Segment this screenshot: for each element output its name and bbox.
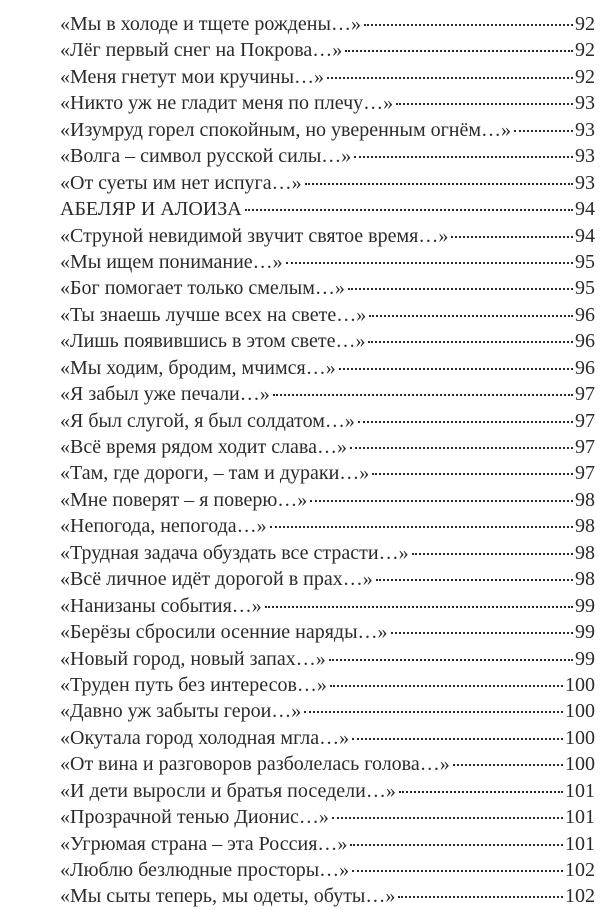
toc-entry-page: 92 xyxy=(575,65,595,88)
toc-entry-page: 93 xyxy=(575,145,595,168)
toc-entry-title: «Бог помогает только смелым…» xyxy=(60,277,345,300)
toc-entry-title: «Новый город, новый запах…» xyxy=(60,647,326,670)
toc-entry-page: 101 xyxy=(565,832,595,855)
toc-entry-page: 95 xyxy=(575,277,595,300)
dot-leader xyxy=(330,685,563,687)
toc-entry xyxy=(60,302,595,328)
toc-entry-title: «Изумруд горел спокойным, но уверенным огнём…» xyxy=(60,118,512,141)
toc-entry-title: «Угрюмая страна – эта Россия…» xyxy=(60,832,348,855)
dot-leader xyxy=(354,156,573,158)
toc-entry-title: «Мы сыты теперь, мы одеты, обуты…» xyxy=(60,885,396,908)
dot-leader xyxy=(327,77,573,79)
dot-leader xyxy=(399,791,563,793)
dot-leader xyxy=(514,130,573,132)
toc-entry xyxy=(60,593,595,619)
toc-entry-title: «Нанизаны события…» xyxy=(60,594,262,617)
toc-entry-page: 93 xyxy=(575,118,595,141)
table-of-contents xyxy=(60,11,595,910)
toc-entry xyxy=(60,672,595,698)
toc-entry xyxy=(60,513,595,539)
toc-entry-title: «Люблю безлюдные просторы…» xyxy=(60,859,350,881)
dot-leader xyxy=(286,262,573,264)
toc-entry-page: 92 xyxy=(575,39,595,62)
dot-leader xyxy=(350,844,563,846)
toc-entry xyxy=(60,540,595,566)
toc-entry-page: 100 xyxy=(565,700,595,723)
toc-entry xyxy=(60,857,595,883)
dot-leader xyxy=(376,579,573,581)
toc-entry-page: 96 xyxy=(575,356,595,379)
toc-entry-page: 94 xyxy=(575,198,595,221)
toc-entry-page: 92 xyxy=(575,13,595,35)
toc-entry xyxy=(60,698,595,724)
toc-entry-title: «Лишь появившись в этом свете…» xyxy=(60,330,366,353)
toc-entry-title: «Трудная задача обуздать все страсти…» xyxy=(60,541,409,564)
dot-leader xyxy=(352,870,563,872)
toc-entry-title: «Берёзы сбросили осенние наряды…» xyxy=(60,621,388,644)
toc-entry xyxy=(60,725,595,751)
dot-leader xyxy=(372,473,573,475)
toc-entry xyxy=(60,566,595,592)
toc-entry xyxy=(60,460,595,486)
toc-entry xyxy=(60,11,595,37)
toc-entry xyxy=(60,487,595,513)
dot-leader xyxy=(345,50,573,52)
toc-entry-page: 96 xyxy=(575,330,595,353)
toc-entry-title: «От вина и разговоров разболелась голова…» xyxy=(60,753,450,776)
toc-entry xyxy=(60,37,595,63)
toc-section-heading xyxy=(60,196,595,222)
dot-leader xyxy=(369,315,573,317)
toc-entry-page: 95 xyxy=(575,250,595,273)
toc-entry-title: АБЕЛЯР И АЛОИЗА xyxy=(60,198,242,221)
dot-leader xyxy=(391,632,573,634)
toc-entry-page: 98 xyxy=(575,515,595,538)
toc-entry-page: 100 xyxy=(565,673,595,696)
toc-entry-title: «Волга – символ русской силы…» xyxy=(60,145,352,168)
toc-entry xyxy=(60,328,595,354)
toc-entry-page: 98 xyxy=(575,568,595,591)
toc-entry-title: «Никто уж не гладит меня по плечу…» xyxy=(60,92,394,115)
dot-leader xyxy=(273,394,573,396)
toc-entry xyxy=(60,355,595,381)
toc-entry-title: «Мне поверят – я поверю…» xyxy=(60,488,308,511)
toc-entry-page: 97 xyxy=(575,383,595,406)
toc-entry xyxy=(60,619,595,645)
dot-leader xyxy=(358,421,573,423)
toc-entry xyxy=(60,434,595,460)
dot-leader xyxy=(352,738,563,740)
dot-leader xyxy=(412,553,573,555)
toc-entry-title: «Я был слугой, я был солдатом…» xyxy=(60,409,355,432)
toc-entry-page: 102 xyxy=(565,859,595,881)
dot-leader xyxy=(339,368,573,370)
dot-leader xyxy=(305,183,573,185)
toc-entry-title: «Струной невидимой звучит святое время…» xyxy=(60,224,449,247)
toc-entry-page: 100 xyxy=(565,726,595,749)
toc-entry xyxy=(60,381,595,407)
toc-entry-page: 100 xyxy=(565,753,595,776)
toc-entry-page: 102 xyxy=(565,885,595,908)
dot-leader xyxy=(270,526,573,528)
toc-entry xyxy=(60,883,595,909)
toc-entry xyxy=(60,170,595,196)
toc-entry-page: 93 xyxy=(575,171,595,194)
dot-leader xyxy=(265,606,573,608)
toc-entry-title: «Всё личное идёт дорогой в прах…» xyxy=(60,568,373,591)
toc-entry-title: «Окутала город холодная мгла…» xyxy=(60,726,350,749)
toc-entry-page: 101 xyxy=(565,806,595,829)
toc-entry-title: «Прозрачной тенью Дионис…» xyxy=(60,806,329,829)
toc-entry-title: «Ты знаешь лучше всех на свете…» xyxy=(60,303,367,326)
toc-entry xyxy=(60,646,595,672)
toc-entry-page: 93 xyxy=(575,92,595,115)
toc-entry-title: «Меня гнетут мои кручины…» xyxy=(60,65,325,88)
toc-entry-page: 98 xyxy=(575,541,595,564)
toc-entry xyxy=(60,275,595,301)
toc-entry-page: 99 xyxy=(575,647,595,670)
toc-entry-page: 97 xyxy=(575,436,595,458)
toc-entry xyxy=(60,751,595,777)
toc-entry xyxy=(60,778,595,804)
dot-leader xyxy=(398,896,563,898)
dot-leader xyxy=(368,341,573,343)
toc-entry xyxy=(60,117,595,143)
toc-entry-title: «Мы ходим, бродим, мчимся…» xyxy=(60,356,336,379)
toc-entry-title: «Давно уж забыты герои…» xyxy=(60,700,302,723)
toc-entry-title: «Мы ищем понимание…» xyxy=(60,250,283,273)
dot-leader xyxy=(451,236,573,238)
toc-entry-page: 97 xyxy=(575,462,595,485)
dot-leader xyxy=(396,103,573,105)
dot-leader xyxy=(332,817,563,819)
dot-leader xyxy=(364,24,573,26)
toc-entry-title: «Всё время рядом ходит слава…» xyxy=(60,436,347,458)
toc-entry xyxy=(60,143,595,169)
toc-entry xyxy=(60,408,595,434)
toc-entry-page: 98 xyxy=(575,488,595,511)
toc-entry-title: «Там, где дороги, – там и дураки…» xyxy=(60,462,370,485)
toc-entry-page: 97 xyxy=(575,409,595,432)
dot-leader xyxy=(329,659,573,661)
toc-entry xyxy=(60,64,595,90)
dot-leader xyxy=(245,209,573,211)
toc-entry xyxy=(60,223,595,249)
toc-entry-page: 101 xyxy=(565,779,595,802)
toc-entry xyxy=(60,249,595,275)
dot-leader xyxy=(453,764,563,766)
toc-entry-title: «Я забыл уже печали…» xyxy=(60,383,270,406)
toc-entry-title: «От суеты им нет испуга…» xyxy=(60,171,302,194)
toc-entry-page: 99 xyxy=(575,594,595,617)
toc-entry-page: 96 xyxy=(575,303,595,326)
dot-leader xyxy=(348,288,573,290)
toc-entry-page: 94 xyxy=(575,224,595,247)
toc-entry-title: «И дети выросли и братья поседели…» xyxy=(60,779,396,802)
toc-entry-title: «Лёг первый снег на Покрова…» xyxy=(60,39,343,62)
dot-leader xyxy=(310,500,573,502)
toc-entry-title: «Мы в холоде и тщете рождены…» xyxy=(60,13,361,35)
dot-leader xyxy=(304,711,563,713)
toc-entry-title: «Непогода, непогода…» xyxy=(60,515,267,538)
toc-entry xyxy=(60,804,595,830)
toc-entry-page: 99 xyxy=(575,621,595,644)
toc-entry xyxy=(60,90,595,116)
toc-entry-title: «Труден путь без интересов…» xyxy=(60,673,327,696)
dot-leader xyxy=(350,447,573,449)
toc-entry xyxy=(60,831,595,857)
